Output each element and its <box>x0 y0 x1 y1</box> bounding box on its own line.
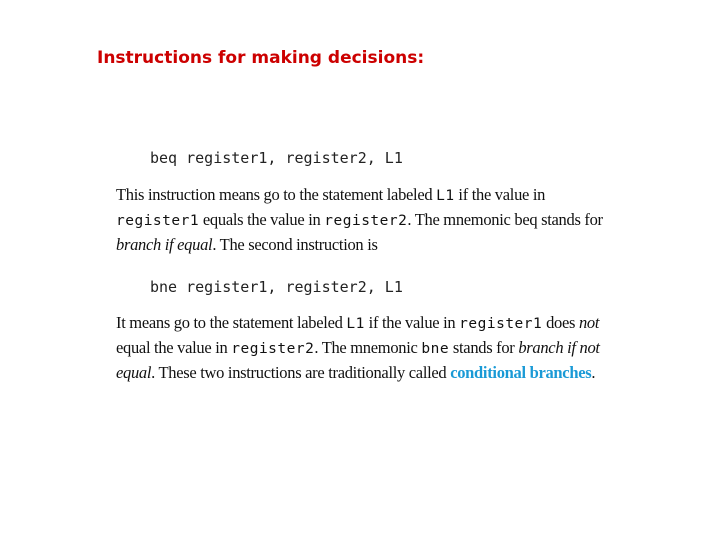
emphasis-branch-if-not-equal: branch if not equal <box>116 338 600 382</box>
paragraph-bne <box>116 311 616 385</box>
text-run: stands for <box>449 338 519 357</box>
code-bne-mnemonic: bne <box>421 341 450 357</box>
code-register2: register2 <box>231 341 315 357</box>
text-run: It means go to the statement labeled <box>116 313 347 332</box>
code-bne: bne register1, register2, L1 <box>150 278 403 296</box>
text-run: . The mnemonic <box>314 338 422 357</box>
term-conditional-branches: conditional branches <box>450 363 592 382</box>
text-run: This instruction means go to the statement labeled <box>116 185 437 204</box>
text-run: . The second instruction is <box>212 235 378 254</box>
code-label-l1: L1 <box>346 316 365 332</box>
emphasis-not: not <box>578 313 600 332</box>
text-run: equal the value in <box>116 338 232 357</box>
code-register1: register1 <box>116 213 200 229</box>
slide-title: Instructions for making decisions: <box>97 48 425 68</box>
text-run: . <box>591 363 596 382</box>
code-beq: beq register1, register2, L1 <box>150 149 403 167</box>
text-run: if the value in <box>364 313 460 332</box>
emphasis-branch-if-equal: branch if equal <box>116 235 213 254</box>
text-run: does <box>542 313 579 332</box>
paragraph-beq <box>116 183 616 257</box>
code-register2: register2 <box>324 213 408 229</box>
text-run: equals the value in <box>199 210 325 229</box>
code-label-l1: L1 <box>436 188 455 204</box>
code-register1: register1 <box>459 316 543 332</box>
text-run: . These two instructions are traditionally called <box>151 363 451 382</box>
text-run: . The mnemonic beq stands for <box>407 210 603 229</box>
text-run: if the value in <box>454 185 546 204</box>
